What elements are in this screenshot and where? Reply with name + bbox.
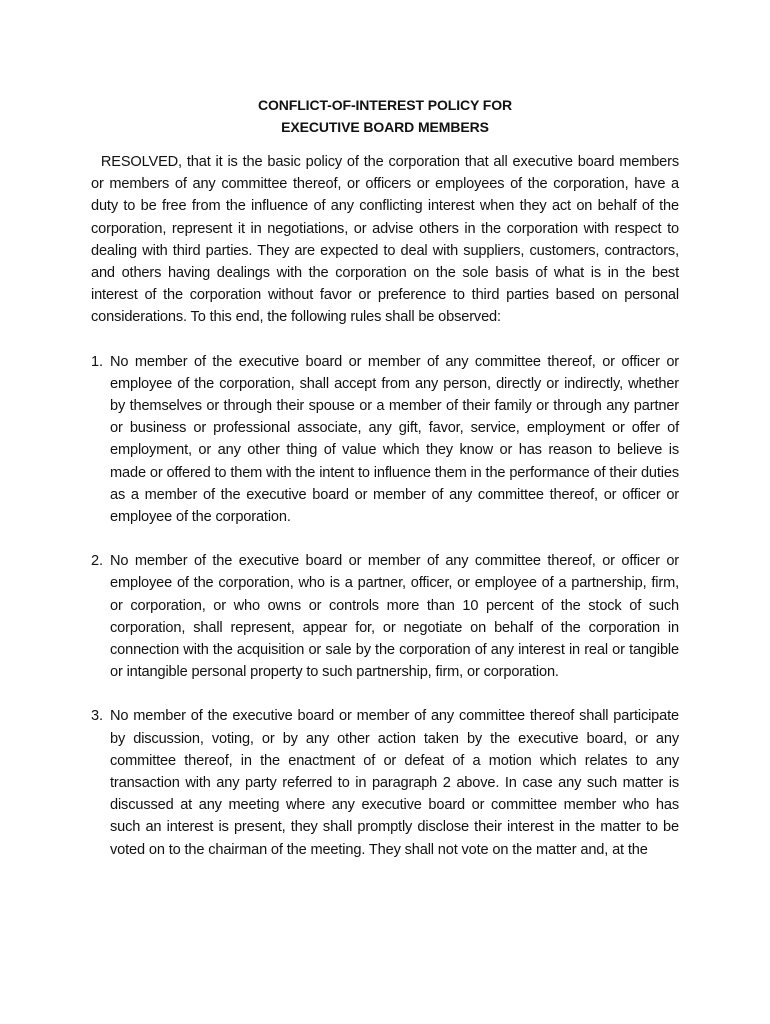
rule-item-2 [91,550,679,683]
rule-number: 2. [91,553,103,570]
title-line-2: EXECUTIVE BOARD MEMBERS [281,119,489,135]
rule-text: No member of the executive board or member of any committee thereof shall participate by discussion, voting, or by any other action taken by the executive board, or any committee thereof, in the enactment of or defeat of a motion which relates to any transaction with any party referred to in paragraph 2 above. In case any such matter is discussed at any meeting where any executive board or committee member who has such an interest is present, they shall promptly disclose their interest in the matter to be voted on to the chairman of the meeting. They shall not vote on the matter and, at the [110,708,679,858]
rule-text: No member of the executive board or member of any committee thereof, or officer or employee of the corporation, who is a partner, officer, or employee of a partnership, firm, or corporation, or who owns or controls more than 10 percent of the stock of such corporation, shall represent, appear for, or negotiate on behalf of the corporation in connection with the acquisition or sale by the corporation of any interest in real or tangible or intangible personal property to such partnership, firm, or corporation. [110,553,679,681]
intro-text: RESOLVED, that it is the basic policy of the corporation that all executive board members or members of any committee thereof, or officers or employees of the corporation, have a duty to be free from the influence of any conflicting interest when they act on behalf of the corporation, represent it in negotiations, or advise others in the corporation with respect to dealing with third parties. They are expected to deal with suppliers, customers, contractors, and others having dealings with the corporation on the sole basis of what is in the best interest of the corporation without favor or preference to third parties based on personal considerations. To this end, the following rules shall be observed: [91,154,679,326]
document-title [91,94,679,138]
rule-item-1 [91,351,679,529]
title-line-1: CONFLICT-OF-INTEREST POLICY FOR [257,97,513,113]
document-body [91,94,679,861]
intro-paragraph [91,151,679,329]
rule-number: 3. [91,708,103,725]
rule-text: No member of the executive board or member of any committee thereof, or officer or employee of the corporation, shall accept from any person, directly or indirectly, whether by themselves or through their spouse or a member of their family or through any partner or business or professional associate, any gift, favor, service, employment or offer of employment, or any other thing of value which they know or has reason to believe is made or offered to them with the intent to influence them in the performance of their duties as a member of the executive board or member of any committee thereof, or officer or employee of the corporation. [110,353,679,526]
rules-list [91,351,679,861]
rule-item-3 [91,705,679,860]
rule-number: 1. [91,353,103,370]
